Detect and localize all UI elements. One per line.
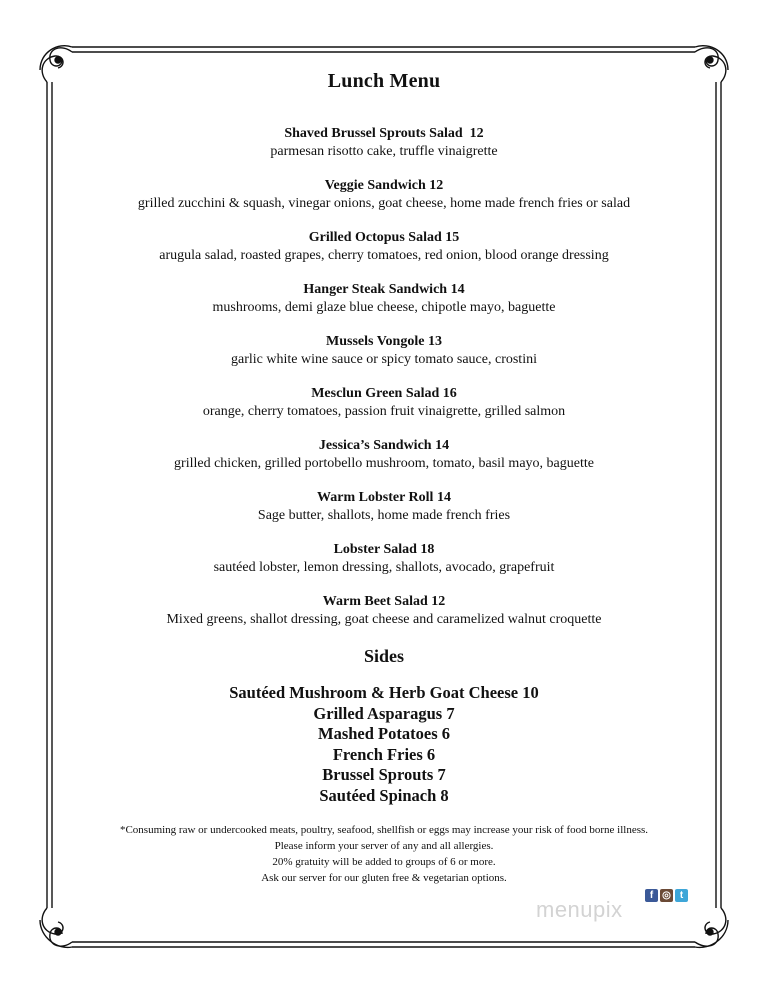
menu-title: Lunch Menu bbox=[327, 70, 441, 92]
side-item: Grilled Asparagus 7 bbox=[313, 703, 455, 723]
item-name: Shaved Brussel Sprouts Salad 12 bbox=[284, 126, 484, 141]
sides-title: Sides bbox=[363, 646, 405, 666]
item-description: grilled zucchini & squash, vinegar onions, goat cheese, home made french fries or salad bbox=[137, 196, 631, 211]
corner-ornament-bottom-left bbox=[40, 908, 72, 947]
side-item: French Fries 6 bbox=[332, 744, 436, 764]
twitter-icon[interactable]: t bbox=[675, 889, 688, 902]
item-name: Veggie Sandwich 12 bbox=[324, 178, 444, 193]
side-item: Sautéed Spinach 8 bbox=[319, 785, 449, 805]
item-description: garlic white wine sauce or spicy tomato sauce, crostini bbox=[231, 352, 537, 367]
corner-ornament-bottom-right bbox=[695, 908, 728, 947]
item-name: Hanger Steak Sandwich 14 bbox=[303, 282, 465, 297]
menu-item bbox=[0, 385, 768, 437]
item-description: Mixed greens, shallot dressing, goat cheese and caramelized walnut croquette bbox=[166, 612, 602, 627]
gratuity-note: 20% gratuity will be added to groups of 6 or more. bbox=[272, 856, 496, 868]
footer-notes bbox=[0, 822, 768, 886]
menu-item bbox=[0, 593, 768, 645]
item-name: Lobster Salad 18 bbox=[333, 542, 435, 557]
item-description: orange, cherry tomatoes, passion fruit vinaigrette, grilled salmon bbox=[202, 404, 566, 419]
item-description: sautéed lobster, lemon dressing, shallots, avocado, grapefruit bbox=[213, 560, 555, 575]
item-name: Grilled Octopus Salad 15 bbox=[308, 230, 460, 245]
menu-item bbox=[0, 437, 768, 489]
menu-item bbox=[0, 333, 768, 385]
menu-item bbox=[0, 229, 768, 281]
item-description: parmesan risotto cake, truffle vinaigrette bbox=[270, 144, 498, 159]
menu-items bbox=[0, 125, 768, 645]
item-name: Warm Lobster Roll 14 bbox=[317, 490, 451, 505]
menu-item bbox=[0, 489, 768, 541]
item-name: Mesclun Green Salad 16 bbox=[311, 386, 457, 401]
allergy-note: Please inform your server of any and all allergies. bbox=[274, 840, 494, 852]
side-item: Sautéed Mushroom & Herb Goat Cheese 10 bbox=[229, 683, 539, 702]
menu-item bbox=[0, 541, 768, 593]
item-name: Mussels Vongole 13 bbox=[326, 334, 442, 349]
item-description: Sage butter, shallots, home made french fries bbox=[257, 508, 511, 523]
menupix-watermark: menupix bbox=[536, 897, 623, 922]
side-item: Brussel Sprouts 7 bbox=[322, 765, 446, 784]
menu-item bbox=[0, 177, 768, 229]
dietary-note: Ask our server for our gluten free & vegetarian options. bbox=[261, 872, 507, 884]
sides-list bbox=[0, 683, 768, 806]
item-name: Jessica’s Sandwich 14 bbox=[318, 438, 450, 453]
social-icons bbox=[645, 889, 688, 902]
instagram-icon[interactable]: ◎ bbox=[660, 889, 673, 902]
item-description: arugula salad, roasted grapes, cherry tomatoes, red onion, blood orange dressing bbox=[159, 248, 609, 263]
facebook-icon[interactable]: f bbox=[645, 889, 658, 902]
menu-item bbox=[0, 125, 768, 177]
item-description: grilled chicken, grilled portobello mushroom, tomato, basil mayo, baguette bbox=[174, 456, 594, 471]
item-name: Warm Beet Salad 12 bbox=[322, 594, 446, 609]
menu-item bbox=[0, 281, 768, 333]
side-item: Mashed Potatoes 6 bbox=[318, 724, 450, 743]
allergy-warning: *Consuming raw or undercooked meats, poultry, seafood, shellfish or eggs may increase your risk of food borne illness. bbox=[119, 824, 649, 836]
item-description: mushrooms, demi glaze blue cheese, chipotle mayo, baguette bbox=[212, 300, 556, 315]
